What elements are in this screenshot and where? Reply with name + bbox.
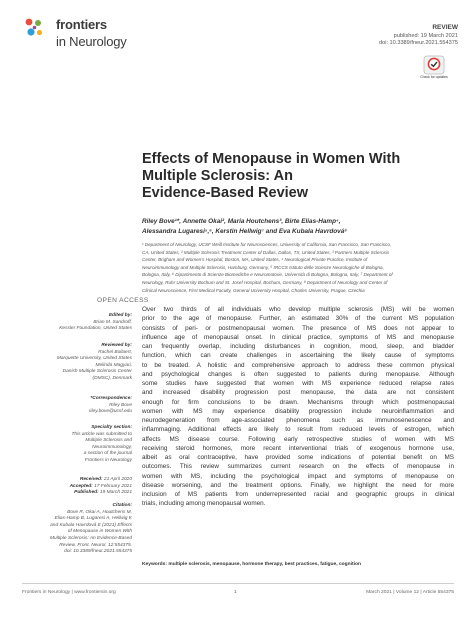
abstract-line: neurodegeneration from age-associated phenomena such as immunosenescence and — [142, 417, 454, 424]
journal-name: in Neurology — [56, 34, 127, 49]
abstract-line: enough for firm conclusions to be drawn. Mechanisms through which postmenopausal — [142, 398, 454, 406]
reviewed-by-line: Rachel Bollaert, — [98, 349, 132, 355]
abstract-line: women with MS, including the psychological impact and symptoms of menopause on — [142, 472, 454, 480]
abstract-line: some studies have suggested that women with MS experience reduced relapse rates — [142, 380, 454, 387]
affiliations — [142, 241, 454, 294]
title-line: Effects of Menopause in Women With — [142, 151, 401, 167]
received-value: 21 April 2020 — [103, 477, 132, 482]
citation-line: of Menopause in Women With — [67, 529, 132, 535]
citation-line: Review. Front. Neurol. 12:554375. — [59, 542, 132, 548]
abstract-line: outcomes. This review summarizes current research on the effects of menopause in — [142, 463, 454, 471]
specialty-line: This article was submitted to — [71, 431, 132, 437]
citation-line: Multiple Sclerosis: An Evidence-Based — [50, 535, 132, 541]
accepted-value: 17 February 2021 — [94, 483, 132, 489]
title-line: Evidence-Based Review — [142, 185, 309, 201]
keywords — [142, 562, 361, 567]
correspondence-name: Riley Bove — [109, 402, 132, 408]
abstract-line: and increased disability progression post menopause, the data are not consistent — [142, 389, 454, 397]
abstract-line: affects MS disease course. Following early retrospective studies of women with MS — [142, 435, 454, 443]
received-date — [70, 477, 132, 484]
published-date-side — [70, 490, 132, 497]
keywords-text: multiple sclerosis, menopause, hormone therapy, best practices, fatigue, cognition — [168, 562, 361, 567]
abstract-line: trials, including among menopausal women. — [142, 500, 266, 508]
footer-divider — [22, 583, 454, 584]
frontiers-logo-icon — [22, 16, 46, 40]
reviewed-by-line: (DMSC), Denmark — [92, 375, 132, 381]
journal-logo[interactable] — [22, 16, 172, 56]
published-date: published: 19 March 2021 — [393, 33, 458, 39]
affiliation-line: Center, Brigham and Women's Hospital, Boston, MA, United States, ⁴ Neurological Private Practice, Institute of — [142, 257, 368, 263]
reviewed-by-section — [57, 343, 132, 383]
specialty-line: Neuroimmunology, — [92, 444, 132, 450]
abstract-line: to be treated. A holistic and comprehensive approach to address these common physical — [142, 361, 454, 369]
citation-line: and Kubala Havrdová E (2021) Effects — [50, 522, 132, 528]
affiliation-line: ¹ Department of Neurology, UCSF Weill Institute for Neurosciences, University of California, San Francisco, San Francisco, — [142, 242, 392, 247]
open-access-label: OPEN ACCESS — [97, 297, 149, 304]
abstract-line: influence age of menopausal onset. In clinical practice, symptoms of MS and menopause — [142, 333, 454, 341]
affiliation-line: Clinical Neuroscience, First Medical Faculty, General University Hospital, Charles University, Prague, Czechia — [142, 287, 365, 293]
specialty-line: a section of the journal — [83, 451, 132, 457]
abstract-line: receiving steroid hormones, more recent interventional trials of exogenous hormone use, — [142, 444, 454, 452]
abstract-line: consists of peri- or postmenopausal women. The presence of MS does not appear to — [142, 324, 454, 332]
citation-doi-link[interactable]: doi: 10.3389/fneur.2021.554375 — [64, 549, 132, 555]
specialty-line: Frontiers in Neurology — [84, 457, 132, 463]
dates-section — [70, 477, 132, 497]
keywords-label: Keywords: — [142, 562, 168, 567]
abstract-line: inclusion of MS patients from underrepresented racial and geographic groups in clinical — [142, 491, 454, 498]
published-label: Published: — [74, 490, 99, 496]
abstract-line: function, which can create challenges in ascertaining the likely cause of symptoms — [142, 352, 454, 360]
abstract-line: can frequently overlap, including disturbances in cognition, mood, sleep, and bladder — [142, 343, 454, 350]
specialty-section — [71, 425, 132, 465]
specialty-line: Multiple Sclerosis and — [85, 438, 132, 444]
reviewed-by-line: Marquette University, United States — [56, 356, 132, 362]
edited-by-heading: Edited by: — [108, 313, 132, 318]
abstract-line: inflammaging. Additional effects are likely to result from reduced levels of estrogen, which — [142, 426, 454, 434]
doi-link[interactable]: doi: 10.3389/fneur.2021.554375 — [378, 40, 458, 46]
check-updates-icon — [423, 55, 445, 75]
citation-line: Elias-Hamp B, Lugaresi A, Hellwig K — [54, 516, 132, 522]
citation-line: Bove R, Okai A, Houtchens M, — [67, 509, 132, 515]
abstract-line: prior to the age of menopause. Further, an estimated 30% of the current MS population — [142, 315, 454, 323]
specialty-heading: Specialty section: — [91, 425, 132, 430]
article-title — [142, 151, 442, 202]
abstract-line: and psychological changes is often suggested to patients during menopause. Although — [142, 370, 454, 378]
abstract-line: albeit as oral contraceptive, have provided some indications of potential benefit on MS — [142, 454, 454, 461]
affiliation-line: Bologna, Italy, ⁶ Dipartimento di Scienze Biomediche e Neuromotorie, Università di Bologna, Bologna, Italy, ⁷ Department of — [142, 272, 393, 278]
abstract-line: Over two thirds of all individuals who develop multiple sclerosis (MS) will be women — [142, 306, 454, 313]
abstract — [142, 305, 454, 509]
brand-name: frontiers — [56, 17, 107, 32]
edited-by-line: Kessler Foundation, United States — [59, 326, 132, 332]
citation-section — [50, 503, 132, 556]
footer-journal-link[interactable]: Frontiers in Neurology | www.frontiersin.org — [22, 590, 116, 595]
affiliation-line: Neuroimmunology and Multiple Sclerosis, Hamburg, Germany, ⁵ IRCCS Istituto delle Scienze Neurologiche di Bologna, — [142, 264, 384, 270]
page-number: 1 — [234, 590, 237, 595]
article-type: REVIEW — [432, 24, 458, 31]
authors-line[interactable]: Riley Bove¹*, Annette Okai², Maria Houtchens³, Birte Elias-Hamp⁴, — [142, 218, 341, 225]
correspondence-email-link[interactable]: riley.bove@ucsf.edu — [88, 409, 132, 415]
affiliation-line: Neurology, Ruhr University Bochum and St. Josef Hospital, Bochum, Germany, ⁸ Department of Neurology and Center of — [142, 279, 388, 285]
received-label: Received: — [79, 477, 103, 482]
reviewed-by-line: Melinda Magyari, — [95, 362, 132, 368]
reviewed-by-heading: Reviewed by: — [101, 343, 132, 348]
published-value: 19 March 2021 — [100, 490, 132, 496]
reviewed-by-line: Danish Multiple Sclerosis Center — [62, 369, 132, 375]
check-for-updates-button[interactable] — [420, 55, 448, 83]
affiliation-line: CA, United States, ² Multiple Sclerosis Treatment Center of Dallas, Dallas, TX, United States, ³ Partners Multiple Sclerosis — [142, 249, 390, 255]
abstract-line: women with MS may experience disability progression include neuroinflammation and — [142, 407, 454, 415]
accepted-label: Accepted: — [69, 483, 93, 489]
title-line: Multiple Sclerosis: An — [142, 168, 293, 184]
author-list[interactable] — [142, 217, 447, 237]
correspondence-heading: *Correspondence: — [90, 396, 132, 401]
check-updates-label: Check for updates — [420, 75, 448, 79]
footer-issue: March 2021 | Volume 12 | Article 554375 — [366, 590, 454, 595]
correspondence-section — [89, 396, 132, 416]
abstract-line: disease worsening, and the treatment options. Finally, we highlight the need for more — [142, 481, 454, 489]
citation-heading: Citation: — [112, 503, 132, 508]
authors-line[interactable]: Alessandra Lugaresi⁵,⁶, Kerstin Hellwig⁷ and Eva Kubala Havrdová⁸ — [142, 228, 347, 235]
edited-by-section — [59, 313, 132, 333]
edited-by-line: Brian M. Sandroff, — [93, 319, 132, 325]
